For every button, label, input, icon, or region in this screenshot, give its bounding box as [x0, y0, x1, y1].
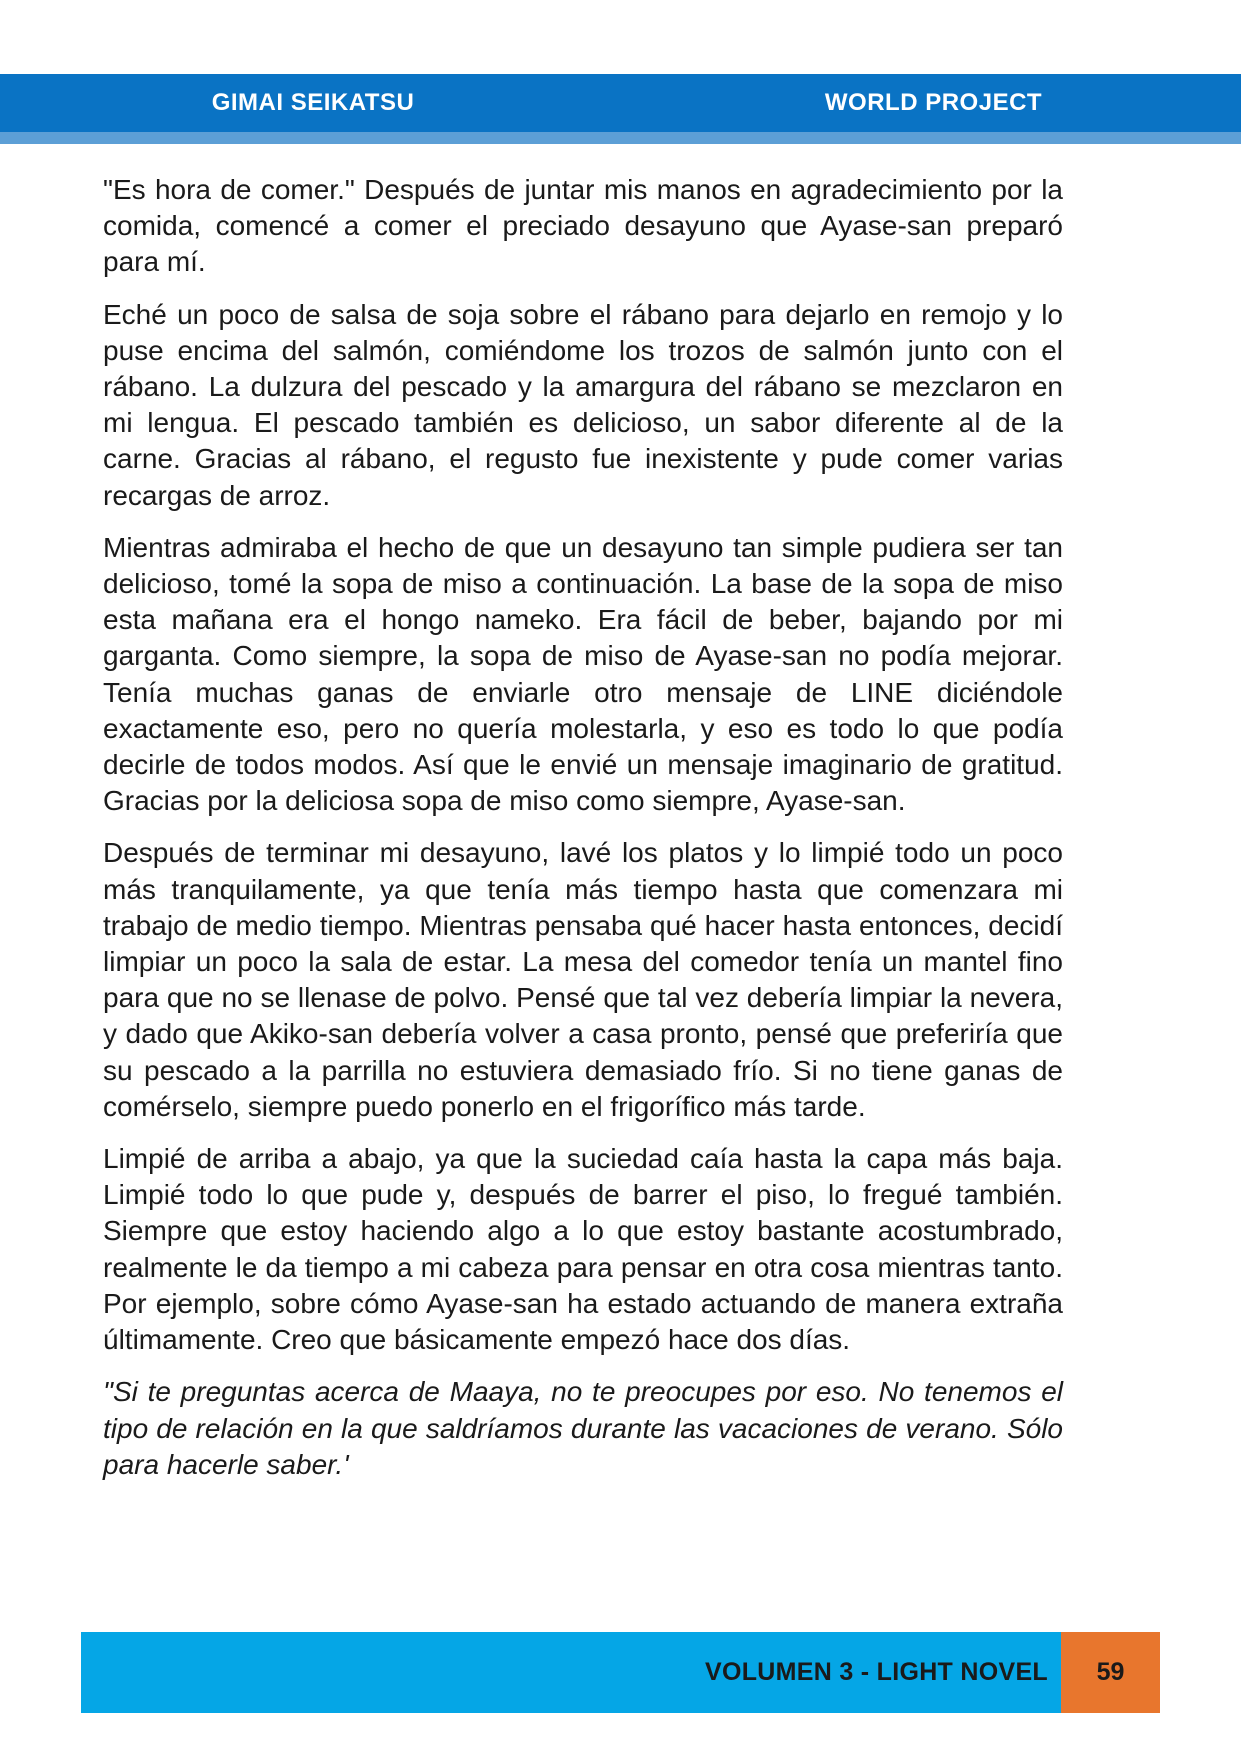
header-underline — [0, 132, 1241, 144]
body-paragraph: Después de terminar mi desayuno, lavé los platos y lo limpié todo un poco más tranquilamente, ya que tenía más tiempo hasta que comenzara mi trabajo de medio tiempo. Mientras pensaba qué hacer hasta entonces, decidí limpiar un poco la sala de estar. La mesa del comedor tenía un mantel fino para que no se llenase de polvo. Pensé que tal vez debería limpiar la nevera, y dado que Akiko-san debería volver a casa pronto, pensé que preferiría que su pescado a la parrilla no estuviera demasiado frío. Si no tiene ganas de comérselo, siempre puedo ponerlo en el frigorífico más tarde. — [103, 837, 1063, 1122]
header-publisher-title: WORLD PROJECT — [824, 89, 1043, 116]
body-paragraph: "Es hora de comer." Después de juntar mis manos en agradecimiento por la comida, comencé a comer el preciado desayuno que Ayase-san preparó para mí. — [103, 174, 1063, 278]
footer-volume-label: VOLUMEN 3 - LIGHT NOVEL — [704, 1658, 1048, 1686]
body-paragraph: Eché un poco de salsa de soja sobre el rábano para dejarlo en remojo y lo puse encima del salmón, comiéndome los trozos de salmón junto con el rábano. La dulzura del pescado y la amargura del rábano se mezclaron en mi lengua. El pescado también es delicioso, un sabor diferente al de la carne. Gracias al rábano, el regusto fue inexistente y pude comer varias recargas de arroz. — [103, 298, 1063, 511]
body-paragraph: Mientras admiraba el hecho de que un desayuno tan simple pudiera ser tan delicioso, tomé la sopa de miso a continuación. La base de la sopa de miso esta mañana era el hongo nameko. Era fácil de beber, bajando por mi garganta. Como siempre, la sopa de miso de Ayase-san no podía mejorar. Tenía muchas ganas de enviarle otro mensaje de LINE diciéndole exactamente eso, pero no quería molestarla, y eso es todo lo que podía decirle de todos modos. Así que le envié un mensaje imaginario de gratitud. Gracias por la deliciosa sopa de miso como siempre, Ayase-san. — [103, 531, 1063, 817]
header-series-title: GIMAI SEIKATSU — [211, 89, 415, 116]
page-number: 59 — [1061, 1632, 1160, 1713]
body-paragraph: Limpié de arriba a abajo, ya que la suciedad caía hasta la capa más baja. Limpié todo lo que pude y, después de barrer el piso, lo fregué también. Siempre que estoy haciendo algo a lo que estoy bastante acostumbrado, realmente le da tiempo a mi cabeza para pensar en otra cosa mientras tanto. Por ejemplo, sobre cómo Ayase-san ha estado actuando de manera extraña últimamente. Creo que básicamente empezó hace dos días. — [103, 1143, 1063, 1356]
body-paragraph-quote: "Si te preguntas acerca de Maaya, no te preocupes por eso. No tenemos el tipo de relación en la que saldríamos durante las vacaciones de verano. Sólo para hacerle saber.' — [103, 1376, 1063, 1480]
page-body — [103, 172, 1063, 1499]
